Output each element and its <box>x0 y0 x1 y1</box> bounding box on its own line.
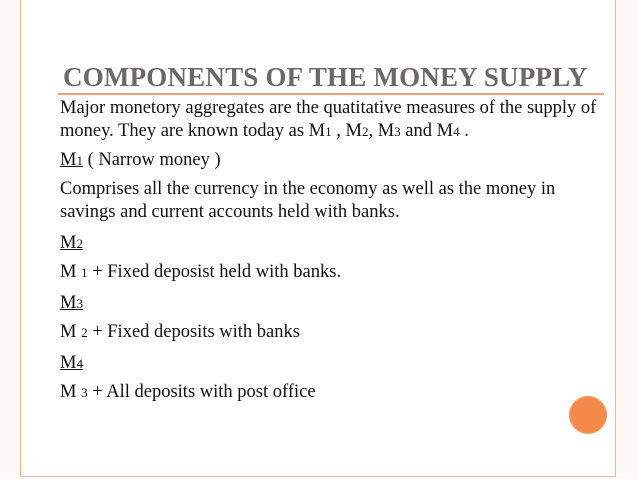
m4-heading <box>60 352 600 375</box>
m4-label: M4 <box>60 353 83 373</box>
m1-heading <box>60 149 600 172</box>
intro-sub-1: 1 <box>325 124 332 139</box>
title-underline <box>58 93 604 95</box>
slide-body <box>60 97 600 404</box>
intro-sub-2: 2 <box>361 124 369 139</box>
m1-narrow-money: ( Narrow money ) <box>82 150 221 170</box>
m4-description: M 3 + All deposits with post office <box>60 382 316 402</box>
intro-sub-3: 3 <box>394 124 401 139</box>
m3-description: M 2 + Fixed deposits with banks <box>60 322 300 342</box>
m1-description: Comprises all the currency in the economy as well as the money in savings and current accounts held with banks. <box>60 179 556 222</box>
intro-paragraph <box>60 97 600 143</box>
m2-label: M2 <box>60 233 83 253</box>
intro-text: Major monetory aggregates are the quatitative measures of the supply of money. They are known today as M <box>60 98 597 141</box>
slide-title: COMPONENTS OF THE MONEY SUPPLY <box>63 62 588 92</box>
m3-heading <box>60 292 600 315</box>
intro-sep-2: , M <box>368 121 395 141</box>
m1-label: M1 <box>60 150 83 170</box>
intro-sub-4: 4 <box>453 124 460 139</box>
intro-sep-1: , M <box>331 121 362 141</box>
intro-sep-3: and M <box>400 121 454 141</box>
m2-description: M 1 + Fixed deposist held with banks. <box>60 262 342 282</box>
intro-end: . <box>459 121 469 141</box>
m3-label: M3 <box>60 293 83 313</box>
m2-heading <box>60 232 600 255</box>
